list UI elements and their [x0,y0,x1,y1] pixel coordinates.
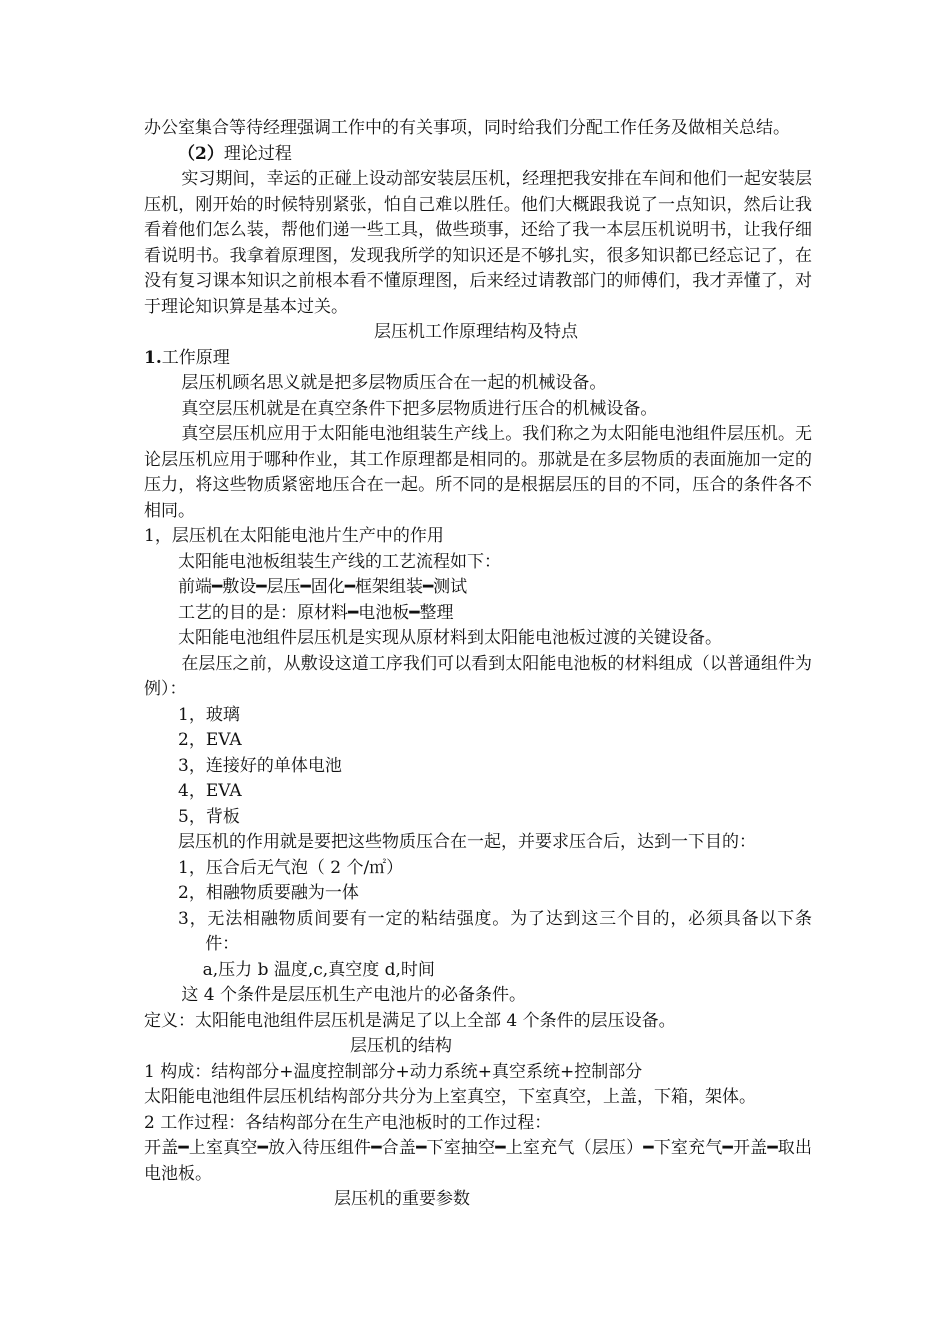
heading-parameters: 层压机的重要参数 [334,1189,470,1209]
paragraph-conditions-note: 这 4 个条件是层压机生产电池片的必备条件。 [181,985,527,1005]
section-working-principle [144,346,812,372]
paragraph-solar-application: 真空层压机应用于太阳能电池组装生产线上。我们称之为太阳能电池组件层压机。无论层压机应用于哪种作业，其工作原理都是相同的。那就是在多层物质的表面施加一定的压力，将这些物质紧密地压合在一起。所不同的是根据层压的目的不同，压合的条件各不相同。 [144,424,812,521]
paragraph-process-purpose: 工艺的目的是：原材料━电池板━整理 [178,602,454,623]
list-item: 2，相融物质要融为一体 [178,883,359,903]
paragraph-work-process-intro: 2 工作过程：各结构部分在生产电池板时的工作过程： [144,1112,552,1133]
heading-structure: 层压机的结构 [350,1036,452,1056]
paragraph-composition: 1 构成：结构部分+温度控制部分+动力系统+真空系统+控制部分 [144,1061,643,1082]
paragraph-laminator-goal: 层压机的作用就是要把这些物质压合在一起，并要求压合后，达到一下目的： [178,832,756,852]
section-number: 1. [144,347,162,368]
paragraph-structure-parts: 太阳能电池组件层压机结构部分共分为上室真空，下室真空，上盖，下箱，架体。 [144,1087,756,1107]
list-item: 1，玻璃 [178,704,240,725]
paragraph-definition: 定义：太阳能电池组件层压机是满足了以上全部 4 个条件的层压设备。 [144,1010,676,1031]
section-title: 工作原理 [161,347,230,368]
paragraph-key-equipment: 太阳能电池组件层压机是实现从原材料到太阳能电池板过渡的关键设备。 [178,628,722,648]
document-body [144,116,812,1213]
paragraph-work-process: 开盖━上室真空━放入待压组件━合盖━下室抽空━上室充气（层压）━下室充气━开盖━取出电池板。 [144,1138,812,1184]
paragraph-role-heading: 1，层压机在太阳能电池片生产中的作用 [144,526,444,546]
paragraph-internship: 实习期间，幸运的正碰上设动部安装层压机，经理把我安排在车间和他们一起安装层压机，刚开始的时候特别紧张，怕自己难以胜任。他们大概跟我说了一点知识，然后让我看着他们怎么装，帮他们递一些工具，做些琐事，还给了我一本层压机说明书，让我仔细看说明书。我拿着原理图，发现我所学的知识还是不够扎实，很多知识都已经忘记了，在没有复习课本知识之前根本看不懂原理图，后来经过请教部门的师傅们，我才弄懂了，对于理论知识算是基本过关。 [144,169,812,317]
subsection-theory-process [144,142,812,168]
heading-principle-structure: 层压机工作原理结构及特点 [374,322,578,342]
paragraph-conditions: a,压力 b 温度,c,真空度 d,时间 [202,959,435,980]
subsection-title: 理论过程 [223,143,292,164]
paragraph-vacuum-laminator: 真空层压机就是在真空条件下把多层物质进行压合的机械设备。 [181,398,658,419]
paragraph-definition-laminator: 层压机顾名思义就是把多层物质压合在一起的机械设备。 [181,373,607,393]
paragraph-process-flow: 前端━敷设━层压━固化━框架组装━测试 [178,577,468,597]
list-item: 5，背板 [178,806,240,827]
subsection-number: （2） [178,143,224,164]
list-item: 3，连接好的单体电池 [178,755,342,776]
list-item: 4，EVA [178,781,242,801]
paragraph-office-meeting: 办公室集合等待经理强调工作中的有关事项，同时给我们分配工作任务及做相关总结。 [144,118,790,138]
list-item: 3，无法相融物质间要有一定的粘结强度。为了达到这三个目的，必须具备以下条件： [178,908,812,954]
list-item: 1，压合后无气泡（ 2 个/㎡） [178,857,404,878]
paragraph-process-flow-intro: 太阳能电池板组装生产线的工艺流程如下： [178,551,501,572]
list-item: 2，EVA [178,730,242,750]
paragraph-materials-intro: 在层压之前，从敷设这道工序我们可以看到太阳能电池板的材料组成（以普通组件为例）： [144,653,812,699]
